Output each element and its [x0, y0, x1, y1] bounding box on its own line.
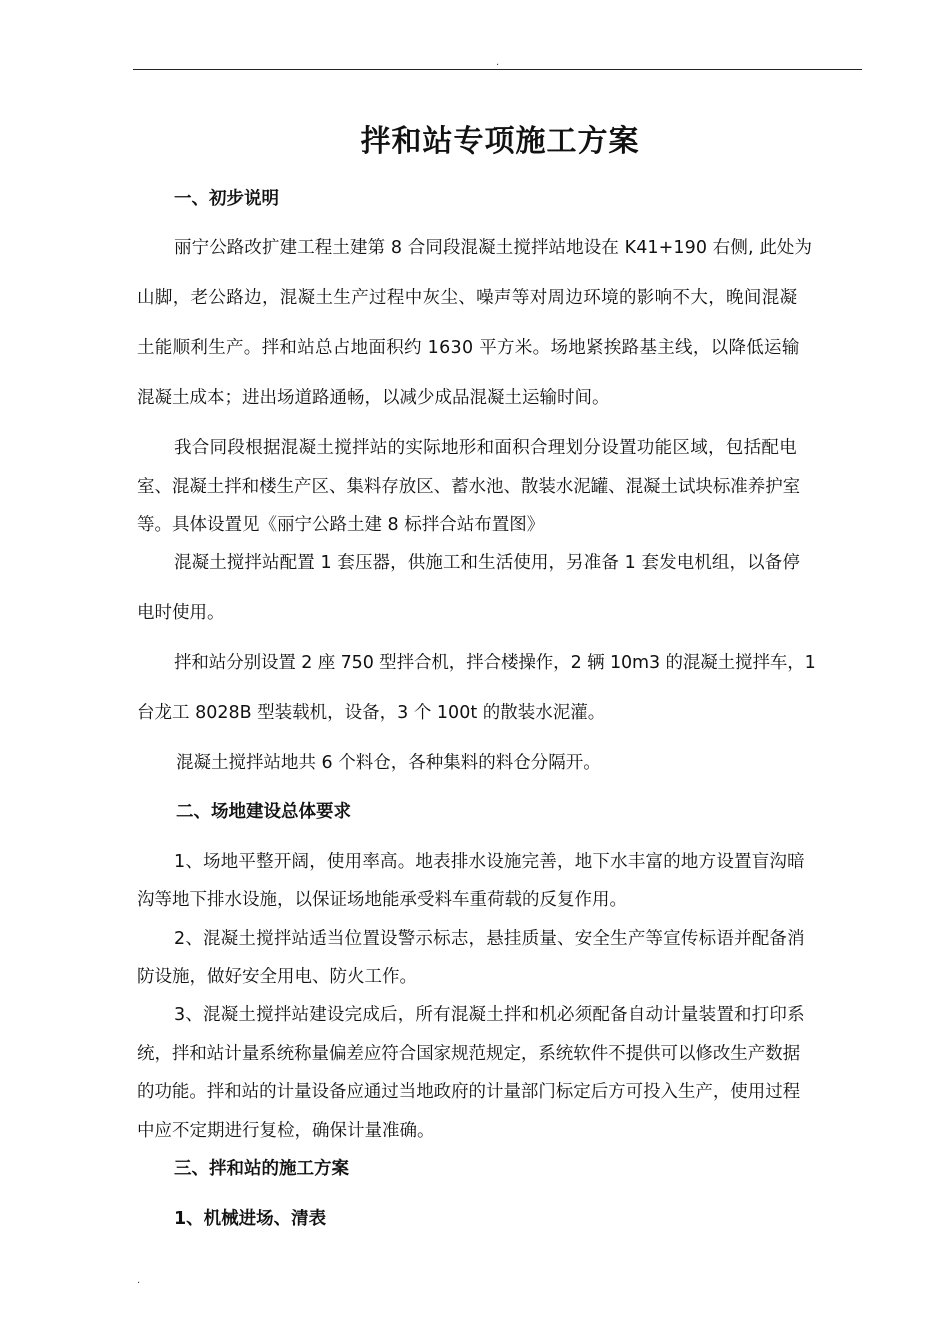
paragraph-line: 防设施，做好安全用电、防火工作。: [137, 967, 417, 987]
paragraph-line: 等。具体设置见《丽宁公路土建 8 标拌合站布置图》: [137, 515, 545, 535]
paragraph-line: 台龙工 8028B 型装载机，设备，3 个 100t 的散装水泥灌。: [137, 703, 606, 723]
subsection-heading: 1、机械进场、清表: [174, 1209, 327, 1229]
page-title: 拌和站专项施工方案: [360, 124, 640, 159]
paragraph-line: 中应不定期进行复检，确保计量准确。: [137, 1121, 435, 1141]
section-heading: 二、场地建设总体要求: [176, 802, 351, 822]
header-mark: .: [496, 57, 500, 68]
paragraph-line: 混凝土搅拌站配置 1 套压器，供施工和生活使用，另准备 1 套发电机组，以备停: [174, 553, 800, 573]
paragraph-line: 统，拌和站计量系统称量偏差应符合国家规范规定，系统软件不提供可以修改生产数据: [137, 1044, 801, 1064]
paragraph-line: 丽宁公路改扩建工程土建第 8 合同段混凝土搅拌站地设在 K41+190 右侧, 此处为: [174, 238, 813, 258]
paragraph-line: 混凝土成本；进出场道路通畅，以减少成品混凝土运输时间。: [137, 388, 610, 408]
paragraph-line: 土能顺利生产。拌和站总占地面积约 1630 平方米。场地紧挨路基主线，以降低运输: [137, 338, 800, 358]
paragraph-line: 山脚，老公路边，混凝土生产过程中灰尘、噪声等对周边环境的影响不大，晚间混凝: [137, 288, 798, 308]
footer-mark: .: [137, 1275, 141, 1286]
header-rule: [133, 69, 862, 70]
section-heading: 三、拌和站的施工方案: [174, 1159, 349, 1179]
paragraph-line: 电时使用。: [137, 603, 225, 623]
paragraph-line: 的功能。拌和站的计量设备应通过当地政府的计量部门标定后方可投入生产，使用过程: [137, 1082, 801, 1102]
paragraph-line: 拌和站分别设置 2 座 750 型拌合机，拌合楼操作，2 辆 10m3 的混凝土搅拌车，1: [174, 653, 816, 673]
section-heading: 一、初步说明: [174, 189, 279, 209]
paragraph-line: 1、场地平整开阔，使用率高。地表排水设施完善，地下水丰富的地方设置盲沟暗: [174, 852, 805, 872]
paragraph-line: 2、混凝土搅拌站适当位置设警示标志，悬挂质量、安全生产等宣传标语并配备消: [174, 929, 805, 949]
paragraph-line: 沟等地下排水设施，以保证场地能承受料车重荷载的反复作用。: [137, 890, 627, 910]
paragraph-line: 我合同段根据混凝土搅拌站的实际地形和面积合理划分设置功能区域，包括配电: [174, 438, 797, 458]
paragraph-line: 混凝土搅拌站地共 6 个料仓，各种集料的料仓分隔开。: [176, 753, 601, 773]
paragraph-line: 3、混凝土搅拌站建设完成后，所有混凝土拌和机必须配备自动计量装置和打印系: [174, 1005, 805, 1025]
paragraph-line: 室、混凝土拌和楼生产区、集料存放区、蓄水池、散装水泥罐、混凝土试块标准养护室: [137, 477, 801, 497]
